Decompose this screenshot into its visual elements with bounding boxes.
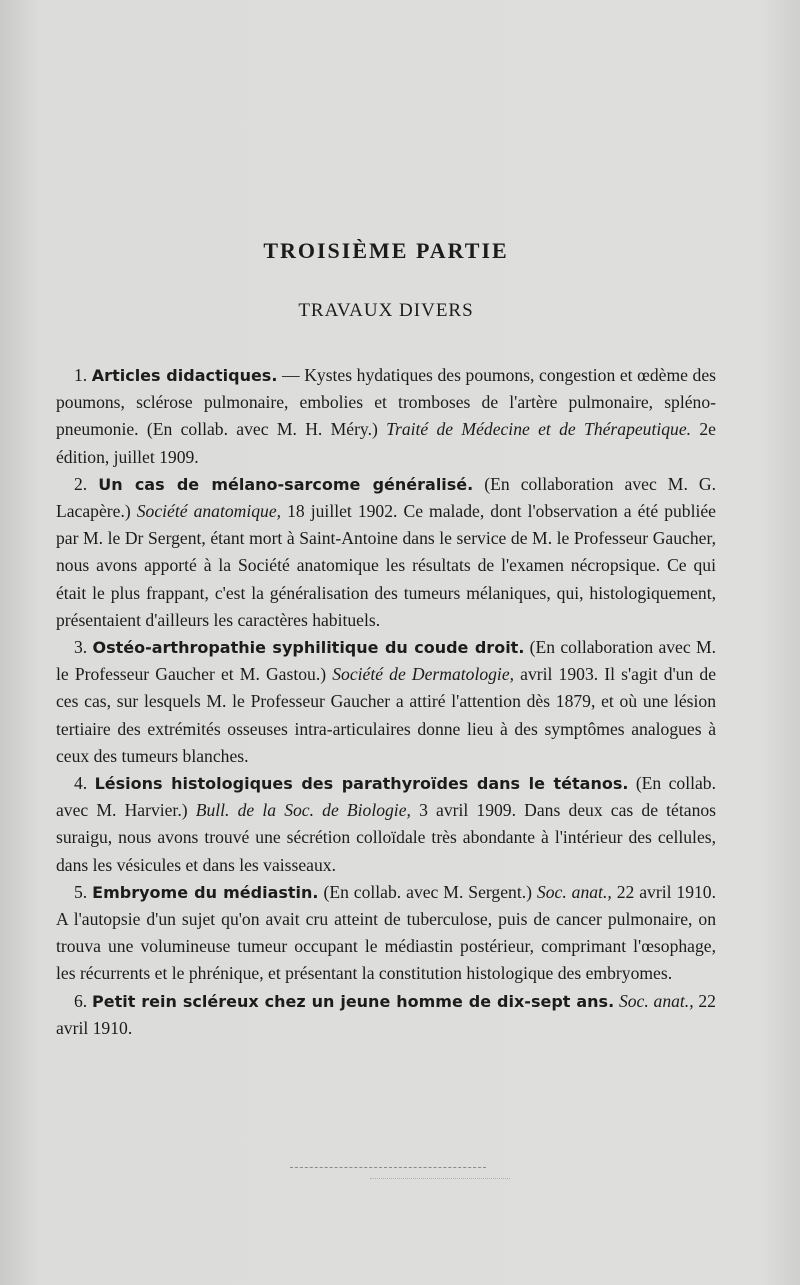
entry-number: 2. xyxy=(74,473,88,494)
entry-title: Articles didactiques. xyxy=(91,366,278,385)
entry-source: Bull. de la Soc. de Biologie, xyxy=(195,800,411,821)
entry-source: Soc. anat., xyxy=(536,881,612,902)
section-title: TRAVAUX DIVERS xyxy=(298,300,474,321)
entry-embryome xyxy=(56,879,716,988)
entry-number: 4. xyxy=(74,773,88,794)
entry-title: Petit rein scléreux chez un jeune homme de dix-sept ans. xyxy=(91,991,615,1011)
entry-number: 3. xyxy=(74,637,88,658)
entry-text: (En collaboration avec M. le Professeur Gaucher et M. Gastou.) xyxy=(56,637,716,685)
entry-melano-sarcome xyxy=(56,471,716,634)
entry-text-continued: avril 1903. Il s'agit d'un de ces cas, sur lesquels M. le Professeur Gaucher a attiré l'attention dès 1879, et où une lésion tertiaire des extrémités osseuses intra-articulaires donne lieu à des symptômes analogues à ceux des tumeurs blanches. xyxy=(56,664,717,766)
part-title: TROISIÈME PARTIE xyxy=(263,238,509,263)
entry-text: (En collab. avec M. Harvier.) xyxy=(56,773,716,821)
entry-title: Embryome du médiastin. xyxy=(92,882,319,902)
entry-title: Lésions histologiques des parathyroïdes dans le tétanos. xyxy=(94,774,629,794)
entry-petit-rein xyxy=(56,988,716,1042)
entries-list xyxy=(56,362,716,1042)
entry-source: Traité de Médecine et de Thérapeutique. xyxy=(386,419,692,440)
entry-parathyroides xyxy=(56,770,716,879)
entry-source: Soc. anat., xyxy=(618,990,694,1011)
entry-text-continued: 2e édition, juillet 1909. xyxy=(56,419,716,467)
entry-source: Société de Dermatologie, xyxy=(332,664,515,685)
entry-number: 5. xyxy=(74,881,88,902)
print-bleed-mark xyxy=(370,1178,510,1189)
entry-source: Société anatomique, xyxy=(136,501,282,522)
end-divider xyxy=(290,1167,486,1168)
entry-text: (En collaboration avec M. G. Lacapère.) xyxy=(56,473,716,522)
entry-text: — Kystes hydatiques des poumons, congestion et œdème des poumons, sclérose pulmonaire, embolies et tromboses de l'artère pulmonaire, spléno-pneumonie. (En collab. avec M. H. Méry.) xyxy=(56,365,716,440)
entry-title: Ostéo-arthropathie syphilitique du coude droit. xyxy=(92,638,525,658)
entry-number: 6. xyxy=(74,990,88,1011)
entry-number: 1. xyxy=(74,365,88,385)
entry-osteo-arthropathie xyxy=(56,634,716,770)
entry-text-continued: 22 avril 1910. xyxy=(56,990,716,1038)
entry-text-continued: 18 juillet 1902. Ce malade, dont l'observation a été publiée par M. le Dr Sergent, étant mort à Saint-Antoine dans le service de M. le Professeur Gaucher, nous avons apporté à la Société anatomique les résultats de l'examen nécropsique. Ce qui était le plus frappant, c'est la généralisation des tumeurs mélaniques, qui, histologiquement, présentaient d'ailleurs les caractères habituels. xyxy=(56,501,716,630)
entry-text-continued: 3 avril 1909. Dans deux cas de tétanos suraigu, nous avons trouvé une sécrétion colloïdale très abondante à l'intérieur des cellules, dans les vésicules et dans les vaisseaux. xyxy=(56,800,717,875)
entry-title: Un cas de mélano-sarcome généralisé. xyxy=(98,474,474,494)
entry-articles-didactiques xyxy=(56,362,716,471)
entry-text: (En collab. avec M. Sergent.) xyxy=(318,881,537,902)
entry-text-continued: 22 avril 1910. A l'autopsie d'un sujet qu'on avait cru atteint de tuberculose, puis de cancer pulmonaire, on trouva une volumineuse tumeur occupant le médiastin postérieur, comprimant l'œsophage, les récurrents et le phrénique, et présentant la constitution histologique des embryomes. xyxy=(56,881,716,984)
